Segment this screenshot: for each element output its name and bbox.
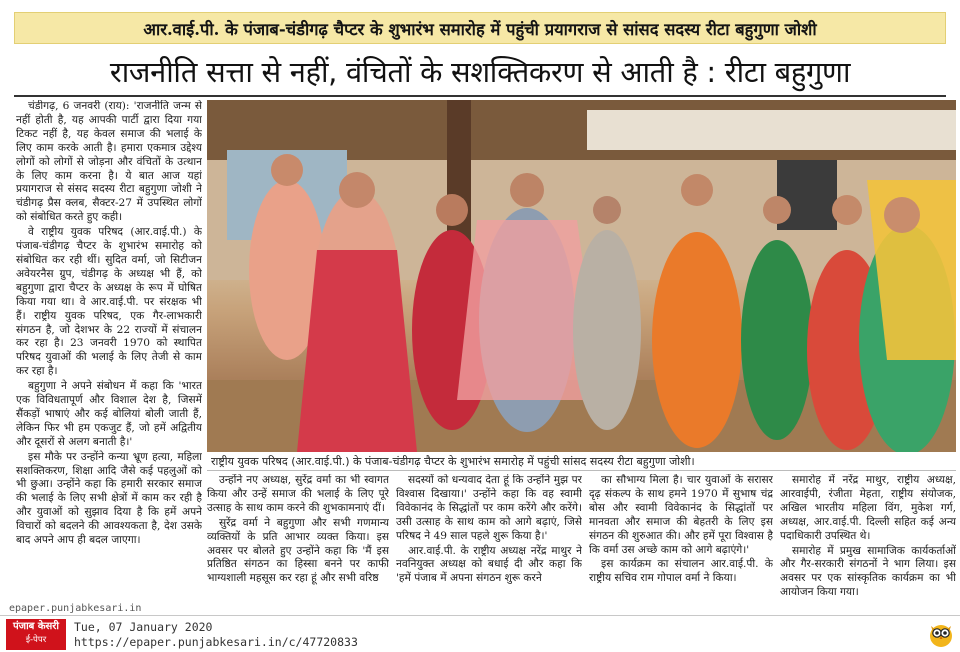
paragraph: का सौभाग्य मिला है। चार युवाओं के सरासर दृढ़ संकल्प के साथ हमने 1970 में सुभाष चंद्र बोस और स्वामी विवेकानंद के सिद्धांतों पर मानवता और समाज की बेहतरी के लिए इस संगठन की शुरुआत की। और हमें पूरा विश्वास है कि वर्मा उस अच्छे काम को आगे बढ़ाएंगे।' bbox=[589, 474, 773, 556]
brand-name: पंजाब केसरी bbox=[12, 621, 59, 632]
clip-source-label: epaper.punjabkesari.in bbox=[6, 603, 144, 615]
paragraph: सुरेंद्र वर्मा ने बहुगुणा और सभी गणमान्य व्यक्तियों के प्रति आभार व्यक्त किया। इस अवसर पर बोलते हुए उन्होंने कहा कि 'मैं इस प्रतिष्ठित संगठन का हिस्सा बनने पर काफी भाग्यशाली महसूस कर रहा हूं और सभी वरिष्ठ bbox=[207, 516, 389, 585]
event-photo-illustration bbox=[207, 100, 956, 452]
brand-subtitle: ई-पेपर bbox=[25, 635, 47, 645]
article-column-4 bbox=[589, 474, 773, 614]
paragraph: समारोह में नरेंद्र माथुर, राष्ट्रीय अध्यक्ष, आरवाईपी, रंजीता मेहता, राष्ट्रीय संयोजक, अखिल भारतीय महिला विंग, मुकेश गर्ग, अध्यक्ष, आर.वाई.पी. दिल्ली सहित कई अन्य पदाधिकारी उपस्थित थे। bbox=[780, 474, 956, 542]
article-column-3 bbox=[396, 474, 582, 614]
paragraph: समारोह में प्रमुख सामाजिक कार्यकर्ताओं और गैर-सरकारी संगठनों ने भाग लिया। इस अवसर पर एक सांस्कृतिक कार्यक्रम का भी आयोजन किया गया। bbox=[780, 544, 956, 599]
article-column-5 bbox=[780, 474, 956, 614]
paragraph: वे राष्ट्रीय युवक परिषद (आर.वाई.पी.) के पंजाब-चंडीगढ़ चैप्टर के शुभारंभ समारोह को संबोधित कर रही थीं। सुदित वर्मा, जो सिटीजन अवेयरनैस ग्रुप, चंडीगढ़ के अध्यक्ष भी हैं, को बहुगुणा द्वारा चैप्टर के अध्यक्ष के रूप में घोषित किया गया था। वे आर.वाई.पी. पर संरक्षक भी हैं। राष्ट्रीय युवक परिषद, एक गैर-लाभकारी संगठन है, जो देशभर के 22 राज्यों में संचालन कर रहा है। 23 जनवरी 1970 को स्थापित परिषद युवाओं की भलाई के लिए तेजी से काम कर रहा है। bbox=[16, 226, 202, 378]
edition-url-link[interactable]: https://epaper.punjabkesari.in/c/47720833 bbox=[74, 635, 358, 649]
headline-rule bbox=[14, 95, 946, 97]
photo-caption: राष्ट्रीय युवक परिषद (आर.वाई.पी.) के पंजाब-चंडीगढ़ चैप्टर के शुभारंभ समारोह में पहुंची सांसद सदस्य रीटा बहुगुणा जोशी। bbox=[207, 453, 956, 471]
paragraph: उन्होंने नए अध्यक्ष, सुरेंद्र वर्मा का भी स्वागत किया और उन्हें समाज की भलाई के लिए पूरे उत्साह के साथ काम करने की शुभकामनाएं दीं। bbox=[207, 474, 389, 514]
paragraph: इस कार्यक्रम का संचालन आर.वाई.पी. के राष्ट्रीय सचिव राम गोपाल वर्मा ने किया। bbox=[589, 558, 773, 585]
headline: राजनीति सत्ता से नहीं, वंचितों के सशक्तिकरण से आती है : रीटा बहुगुणा bbox=[109, 54, 851, 89]
brand-logo[interactable] bbox=[6, 619, 66, 650]
paragraph: सदस्यों को धन्यवाद देता हूं कि उन्होंने मुझ पर विश्वास दिखाया।' उन्होंने कहा कि वह स्वामी विवेकानंद के सिद्धांतों पर काम करेंगे और करेंगे। उसी उत्साह के साथ काम को आगे बढ़ाएं, जिसे परिषद ने 49 साल पहले शुरू किया है।' bbox=[396, 474, 582, 542]
event-photo bbox=[207, 100, 956, 452]
paragraph: इस मौके पर उन्होंने कन्या भ्रूण हत्या, महिला सशक्तिकरण, शिक्षा आदि जैसे कई पहलुओं को भी छुआ। उन्होंने कहा कि हमारी सरकार समाज की भलाई के लिए सभी क्षेत्रों में काम कर रही है और युवाओं को सुझाव दिया है कि हमें अपने विचारों को बदलने की आवश्यकता है, देश उसके बाद अपने आप ही बदल जाएगा। bbox=[16, 450, 202, 547]
kicker-banner: आर.वाई.पी. के पंजाब-चंडीगढ़ चैप्टर के शुभारंभ समारोह में पहुंची प्रयागराज से सांसद सदस्य रीटा बहुगुणा जोशी bbox=[14, 12, 946, 44]
paragraph: आर.वाई.पी. के राष्ट्रीय अध्यक्ष नरेंद्र माथुर ने नवनियुक्त अध्यक्ष को बधाई दी और कहा कि 'हमें पंजाब में अपना संगठन शुरू करने bbox=[396, 544, 582, 585]
article-column-2 bbox=[207, 474, 389, 614]
paragraph: बहुगुणा ने अपने संबोधन में कहा कि 'भारत एक विविधतापूर्ण और विशाल देश है, जिसमें सैंकड़ों भाषाएं और कई बोलियां बोली जाती हैं, लेकिन फिर भी हम एकजुट हैं, जो हमें अद्वितीय और दूसरों से अलग बनाती है।' bbox=[16, 380, 202, 448]
epaper-footer bbox=[0, 615, 960, 652]
article-column-1 bbox=[16, 100, 202, 612]
owl-mascot-icon bbox=[928, 620, 954, 648]
edition-date: Tue, 07 January 2020 bbox=[74, 620, 213, 634]
paragraph: चंडीगढ़, 6 जनवरी (राय): 'राजनीति जन्म से नहीं होती है, यह आपकी पार्टी द्वारा दिया गया टिकट नहीं है, यह केवल समाज की भलाई के लिए काम करके आती है। हमारा एकमात्र उद्देश्य लोगों को लोगों से जोड़ना और वंचितों के उत्थान के लिए काम करना है। ये बात आज यहां प्रयागराज से संसद सदस्य रीटा बहुगुणा जोशी ने चंडीगढ़ प्रैस क्लब, सैक्टर-27 में उपस्थित लोगों को संबोधित करते हुए कही। bbox=[16, 100, 202, 224]
